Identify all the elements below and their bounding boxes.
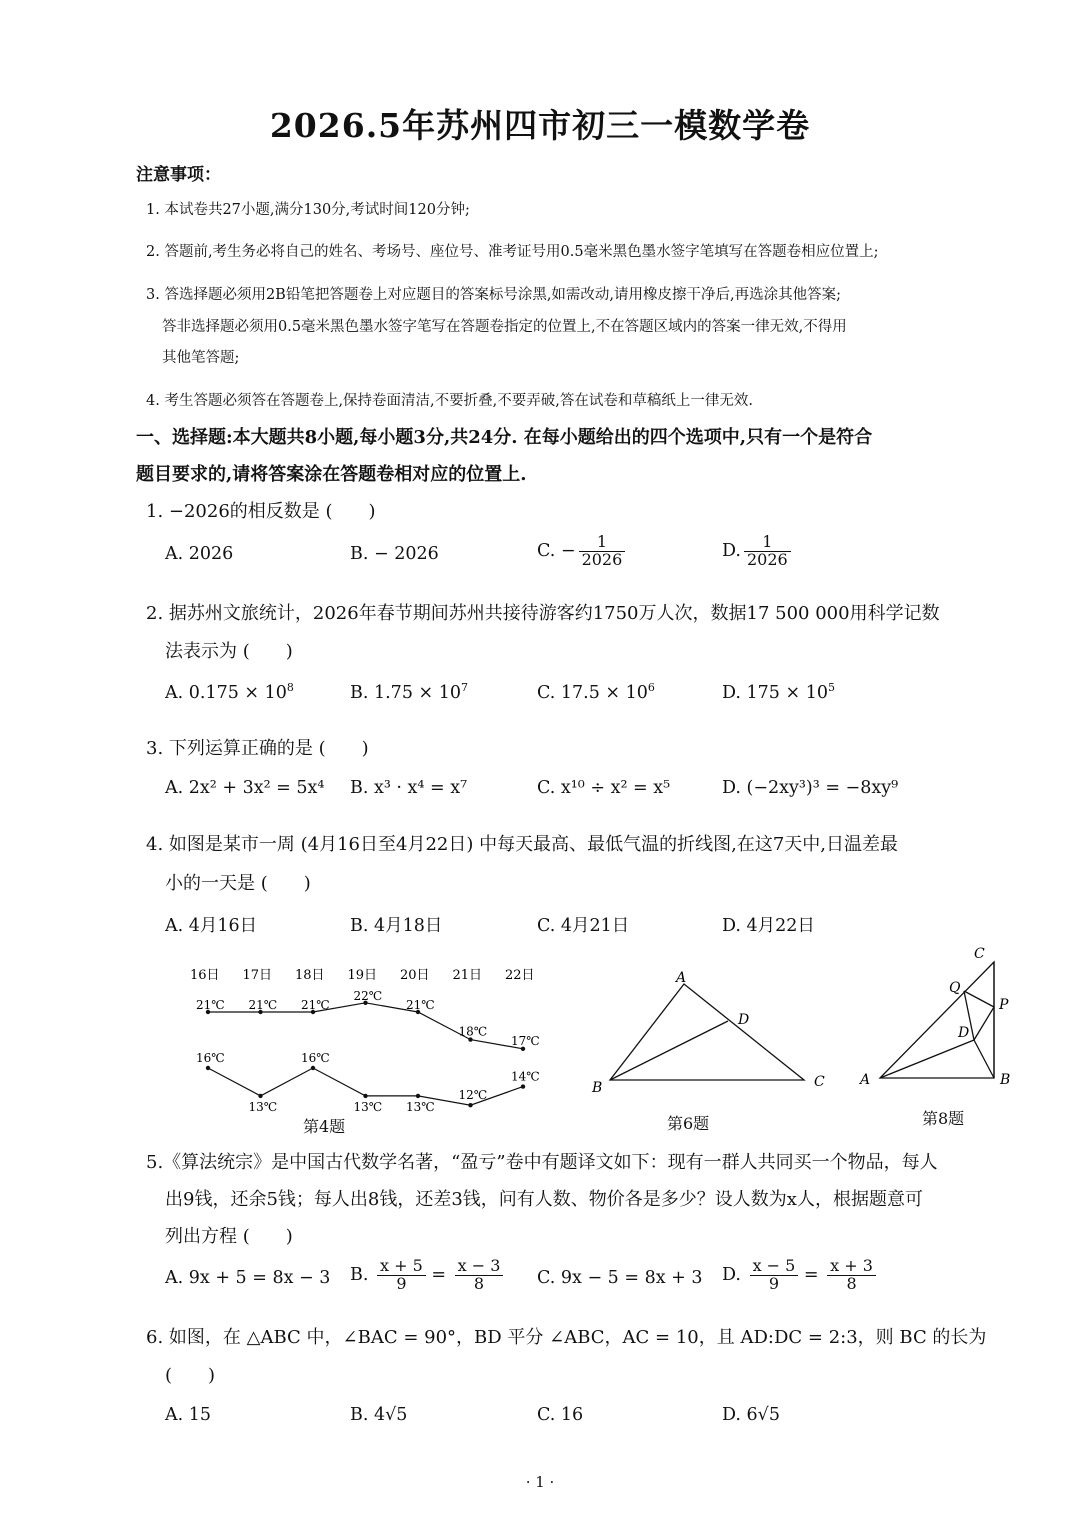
high-temp-label: 21℃ <box>301 998 330 1012</box>
question-4-stem: 4. 如图是某市一周 (4月16日至4月22日) 中每天最高、最低气温的折线图,在这7天中,日温差最 <box>146 834 898 855</box>
figure-4-temperature-chart <box>180 955 550 1140</box>
section-heading: 一、选择题:本大题共8小题,每小题3分,共24分. 在每小题给出的四个选项中,只有一个是符合 <box>136 427 873 448</box>
low-point <box>468 1103 472 1107</box>
triangle-abc <box>880 962 994 1078</box>
q4-option-a: A. 4月16日 <box>165 916 258 936</box>
q1-option-c: C. − $\frac{1}{2026}$ <box>537 534 625 569</box>
q2-option-d: D. $175 \times 10^5$ <box>722 681 835 703</box>
day-label: 19日 <box>347 968 378 983</box>
day-label: 17日 <box>242 968 273 983</box>
high-temp-label: 21℃ <box>406 998 435 1012</box>
label-a: A <box>860 1072 871 1088</box>
question-5-stem: 5.《算法统宗》是中国古代数学名著，“盈亏”卷中有题译文如下：现有一群人共同买一个物品，每人 <box>146 1152 938 1173</box>
label-q: Q <box>949 980 961 996</box>
label-a: A <box>676 970 687 986</box>
question-3-stem: 3. 下列运算正确的是 ( ) <box>146 738 369 759</box>
q1-option-b: B. − 2026 <box>350 544 439 564</box>
high-temp-label: 17℃ <box>511 1033 540 1048</box>
q6-option-d: D. 6√5 <box>722 1405 780 1425</box>
label-c: C <box>974 946 985 962</box>
low-point <box>363 1094 367 1098</box>
question-2-stem: 2. 据苏州文旅统计，2026年春节期间苏州共接待游客约1750万人次，数据17 500 000用科学记数 <box>146 603 940 624</box>
low-temp-label: 13℃ <box>353 1099 383 1114</box>
segment-qp <box>964 991 994 1007</box>
day-label: 22日 <box>505 968 535 983</box>
low-temp-label: 12℃ <box>458 1088 488 1103</box>
label-d: D <box>958 1025 970 1041</box>
q3-option-a: A. 2x² + 3x² = 5x⁴ <box>165 778 325 798</box>
question-6-stem: 6. 如图，在 △ABC 中，∠BAC = 90°，BD 平分 ∠ABC，AC = 10，且 AD:DC = 2:3，则 BC 的长为 <box>146 1327 987 1348</box>
q4-option-b: B. 4月18日 <box>350 916 443 936</box>
notice-item-3: 3. 答选择题必须用2B铅笔把答题卷上对应题目的答案标号涂黑,如需改动,请用橡皮擦干净后,再选涂其他答案; <box>146 287 842 303</box>
high-temp-label: 21℃ <box>248 998 278 1012</box>
segment-db <box>974 1040 994 1078</box>
question-2-stem-cont: 法表示为 ( ) <box>165 641 293 662</box>
q5-option-d: D. $\frac{x - 5}{9}$ = $\frac{x + 3}{8}$ <box>722 1258 876 1293</box>
day-label: 21日 <box>452 968 483 983</box>
notice-item-2: 2. 答题前,考生务必将自己的姓名、考场号、座位号、准考证号用0.5毫米黑色墨水签字笔填写在答题卷相应位置上; <box>146 244 879 260</box>
segment-ad <box>880 1040 974 1078</box>
notice-item-4: 4. 考生答题必须答在答题卷上,保持卷面清洁,不要折叠,不要弄破,答在试卷和草稿纸上一律无效. <box>146 393 753 409</box>
q4-option-d: D. 4月22日 <box>722 916 815 936</box>
question-4-stem-cont: 小的一天是 ( ) <box>165 873 311 894</box>
notice-item-3-cont2: 其他笔答题; <box>162 350 240 366</box>
day-label: 16日 <box>190 968 220 983</box>
q1-option-a: A. 2026 <box>165 544 234 564</box>
low-point <box>416 1094 420 1098</box>
label-p: P <box>999 997 1009 1013</box>
notice-heading: 注意事项： <box>136 165 221 185</box>
low-temp-label: 13℃ <box>406 1099 435 1114</box>
question-5-stem-cont: 出9钱，还余5钱；每人出8钱，还差3钱，问有人数、物价各是多少？设人数为x人，根据题意可 <box>165 1189 923 1210</box>
low-temp-label: 14℃ <box>511 1069 540 1084</box>
low-temp-label: 13℃ <box>248 1099 278 1114</box>
q3-option-d: D. (−2xy³)³ = −8xy⁹ <box>722 778 899 798</box>
high-temp-label: 21℃ <box>196 998 225 1012</box>
low-point <box>258 1094 262 1098</box>
q2-option-c: C. $17.5 \times 10^6$ <box>537 681 655 703</box>
day-label: 20日 <box>400 968 430 983</box>
figure-6-caption: 第6题 <box>667 1114 710 1133</box>
question-1-stem: 1. −2026的相反数是 ( ) <box>146 501 376 522</box>
q2-option-a: A. $0.175 \times 10^8$ <box>165 681 294 703</box>
page-number: · 1 · <box>525 1473 555 1491</box>
section-heading-cont: 题目要求的,请将答案涂在答题卷相对应的位置上. <box>136 464 527 485</box>
day-label: 18日 <box>295 968 325 983</box>
q6-option-b: B. 4√5 <box>350 1405 408 1425</box>
figure-8-triangle <box>852 940 1032 1095</box>
segment-dp <box>974 1007 994 1040</box>
low-temp-label: 16℃ <box>196 1051 225 1065</box>
low-point <box>311 1066 315 1070</box>
low-point <box>521 1084 525 1088</box>
q3-option-b: B. x³ · x⁴ = x⁷ <box>350 778 468 798</box>
high-temp-label: 18℃ <box>458 1024 488 1039</box>
figure-8-caption: 第8题 <box>922 1109 965 1128</box>
q5-option-c: C. 9x − 5 = 8x + 3 <box>537 1268 703 1288</box>
q6-option-c: C. 16 <box>537 1405 584 1425</box>
notice-item-1: 1. 本试卷共27小题,满分130分,考试时间120分钟; <box>146 202 470 218</box>
high-temp-label: 22℃ <box>353 988 383 1003</box>
label-c: C <box>814 1074 825 1090</box>
notice-item-3-cont: 答非选择题必须用0.5毫米黑色墨水签字笔写在答题卷指定的位置上,不在答题区域内的答案一律无效,不得用 <box>162 319 847 335</box>
q5-option-a: A. 9x + 5 = 8x − 3 <box>165 1268 331 1288</box>
page-title: 2026.5年苏州四市初三一模数学卷 <box>269 106 811 145</box>
figure-6-triangle <box>588 962 838 1102</box>
q5-option-b: B. $\frac{x + 5}{9}$ = $\frac{x - 3}{8}$ <box>350 1258 503 1293</box>
label-b: B <box>592 1080 603 1096</box>
low-point <box>206 1066 210 1070</box>
label-d: D <box>738 1012 750 1028</box>
segment-bd <box>610 1021 728 1080</box>
label-b: B <box>1000 1072 1011 1088</box>
q2-option-b: B. $1.75 \times 10^7$ <box>350 681 469 703</box>
q6-option-a: A. 15 <box>165 1405 212 1425</box>
q1-option-d: D. $\frac{1}{2026}$ <box>722 534 791 569</box>
question-6-stem-cont: ( ) <box>165 1365 216 1386</box>
q3-option-c: C. x¹⁰ ÷ x² = x⁵ <box>537 778 671 798</box>
figure-4-caption: 第4题 <box>303 1117 346 1136</box>
low-temp-label: 16℃ <box>301 1051 330 1065</box>
q4-option-c: C. 4月21日 <box>537 916 630 936</box>
question-5-stem-cont2: 列出方程 ( ) <box>165 1226 293 1247</box>
